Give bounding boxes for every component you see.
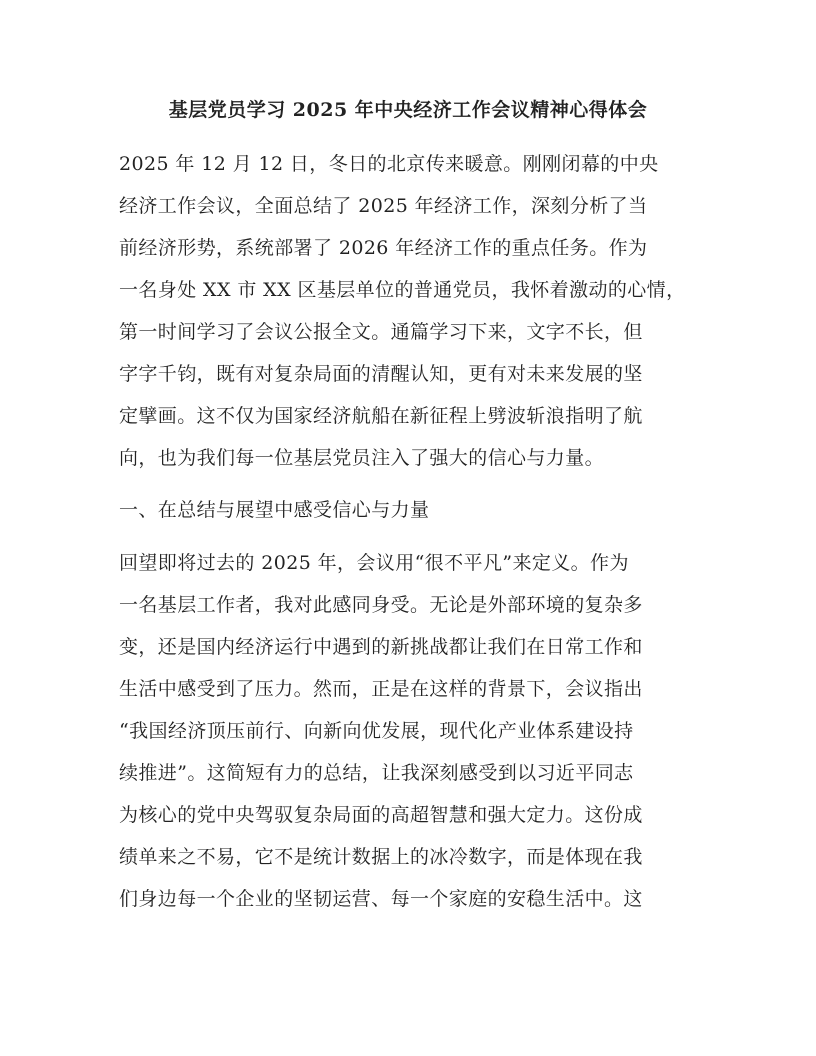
- paragraph-1-line-5: 第一时间学习了会议公报全文。通篇学习下来，文字不长，但: [119, 321, 643, 343]
- paragraph-2-line-3: 变，还是国内经济运行中遇到的新挑战都让我们在日常工作和: [119, 636, 643, 658]
- paragraph-2-line-5: “我国经济顶压前行、向新向优发展，现代化产业体系建设持: [119, 720, 634, 742]
- document-title: 基层党员学习 2025 年中央经济工作会议精神心得体会: [168, 99, 648, 121]
- paragraph-1-line-6: 字字千钧，既有对复杂局面的清醒认知，更有对未来发展的坚: [119, 363, 643, 385]
- paragraph-1-line-8: 向，也为我们每一位基层党员注入了强大的信心与力量。: [119, 447, 605, 469]
- paragraph-1-line-3: 前经济形势，系统部署了 2026 年经济工作的重点任务。作为: [119, 237, 648, 259]
- paragraph-2-line-1: 回望即将过去的 2025 年，会议用“很不平凡”来定义。作为: [119, 552, 629, 574]
- paragraph-1-line-1: 2025 年 12 月 12 日，冬日的北京传来暖意。刚刚闭幕的中央: [119, 153, 659, 175]
- paragraph-1-line-2: 经济工作会议，全面总结了 2025 年经济工作，深刻分析了当: [119, 195, 648, 217]
- paragraph-2-line-6: 续推进”。这简短有力的总结，让我深刻感受到以习近平同志: [119, 762, 634, 784]
- section-1-heading: 一、在总结与展望中感受信心与力量: [119, 499, 430, 521]
- paragraph-2-line-4: 生活中感受到了压力。然而，正是在这样的背景下，会议指出: [119, 678, 643, 700]
- paragraph-2-line-9: 们身边每一个企业的坚韧运营、每一个家庭的安稳生活中。这: [119, 888, 643, 910]
- paragraph-1-line-4: 一名身处 XX 市 XX 区基层单位的普通党员，我怀着激动的心情，: [119, 279, 686, 301]
- paragraph-2-line-7: 为核心的党中央驾驭复杂局面的高超智慧和强大定力。这份成: [119, 804, 643, 826]
- paragraph-1-line-7: 定擘画。这不仅为国家经济航船在新征程上劈波斩浪指明了航: [119, 405, 643, 427]
- paragraph-2-line-8: 绩单来之不易，它不是统计数据上的冰冷数字，而是体现在我: [119, 846, 643, 868]
- paragraph-2-line-2: 一名基层工作者，我对此感同身受。无论是外部环境的复杂多: [119, 594, 643, 616]
